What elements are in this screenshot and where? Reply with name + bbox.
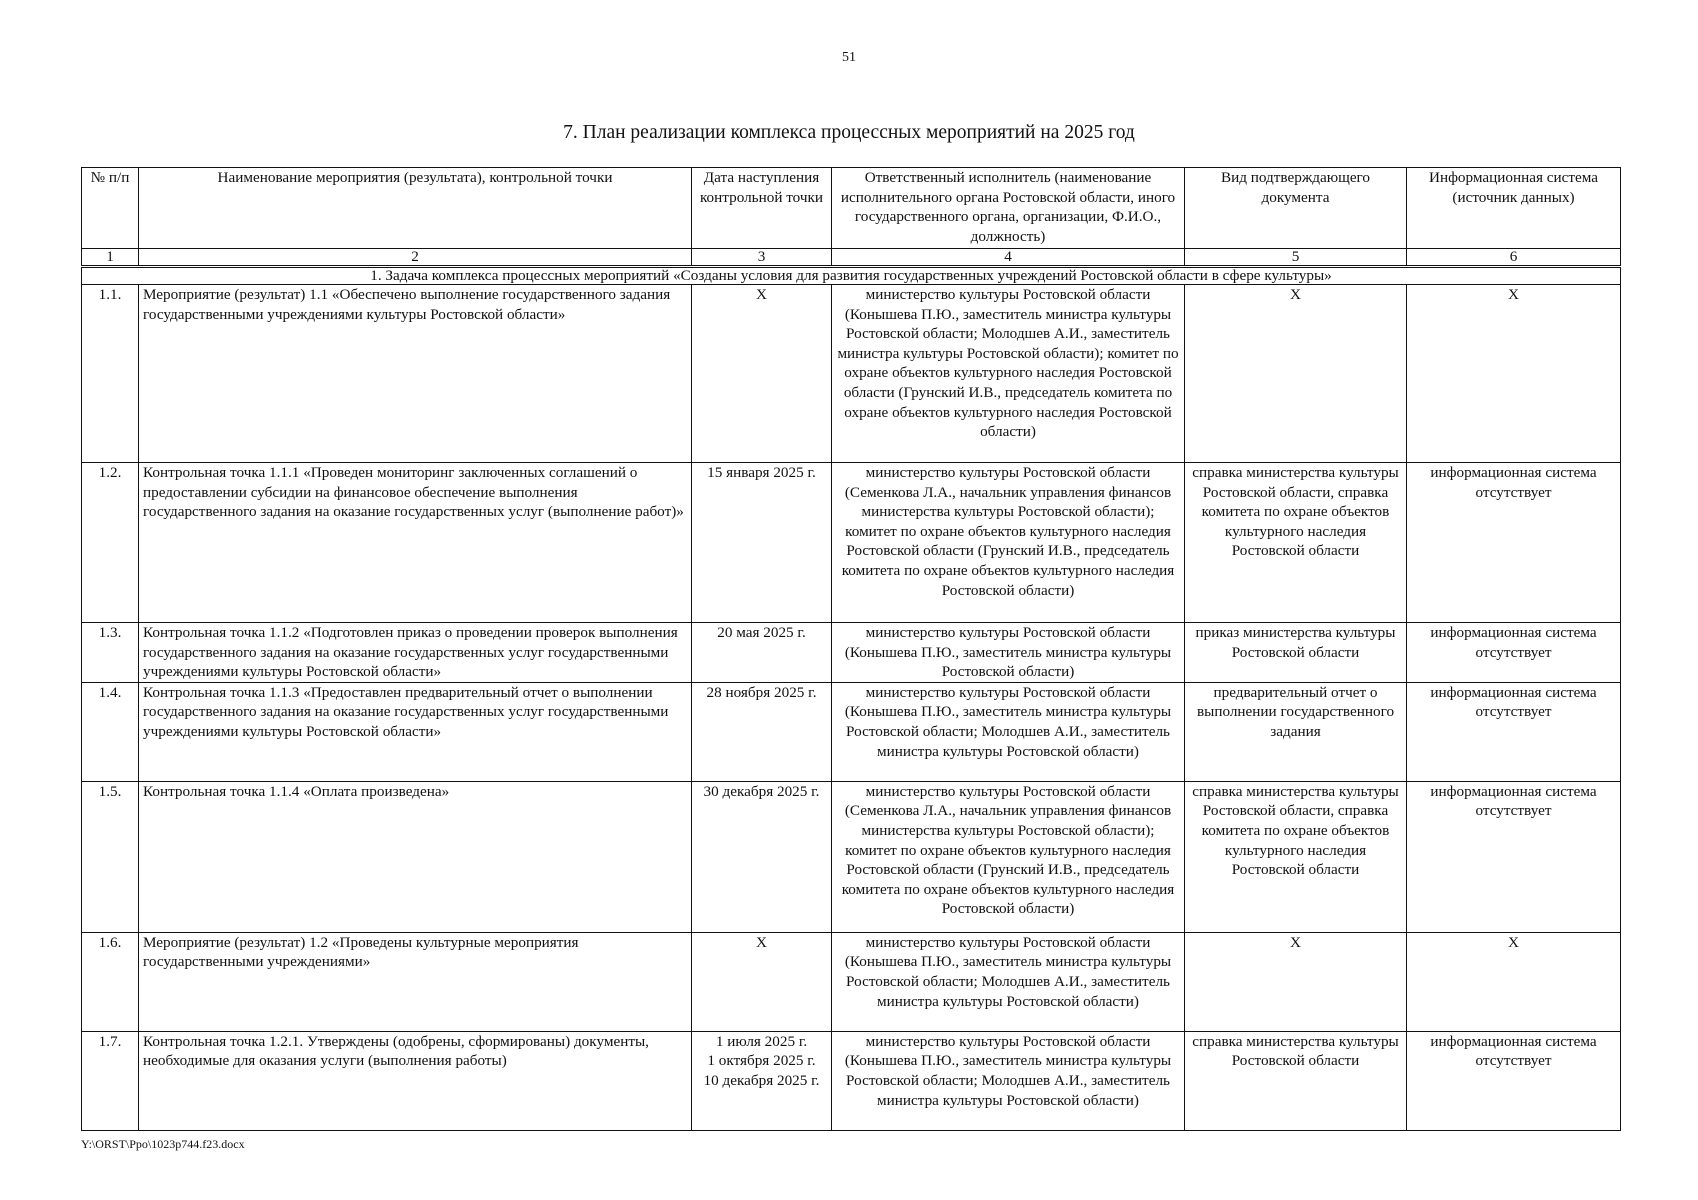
row-document: справка министерства культуры Ростовской области: [1185, 1031, 1407, 1130]
row-date-line: X: [756, 286, 767, 303]
table-row: [82, 682, 1621, 781]
plan-table: [81, 167, 1621, 1131]
row-name: Контрольная точка 1.2.1. Утверждены (одобрены, сформированы) документы, необходимые для оказания услуги (выполнения работы): [139, 1031, 692, 1130]
row-name: Контрольная точка 1.1.4 «Оплата произведена»: [139, 781, 692, 932]
row-date-line: 10 декабря 2025 г.: [703, 1071, 820, 1089]
column-number: 3: [692, 249, 832, 267]
row-document: справка министерства культуры Ростовской области, справка комитета по охране объектов культурного наследия Ростовской области: [1185, 781, 1407, 932]
footer-file-path: Y:\ORST\Ppo\1023p744.f23.docx: [81, 1137, 245, 1151]
column-number: 6: [1407, 249, 1621, 267]
row-responsible: министерство культуры Ростовской области (Конышева П.Ю., заместитель министра культуры Ростовской области; Молодшев А.И., заместитель министра культуры Ростовской области): [832, 932, 1185, 1031]
row-system: X: [1407, 932, 1621, 1031]
table-row: [82, 932, 1621, 1031]
table-row: [82, 463, 1621, 623]
row-document: предварительный отчет о выполнении государственного задания: [1185, 682, 1407, 781]
row-number: 1.2.: [82, 463, 139, 623]
row-date: [692, 682, 832, 781]
row-responsible: министерство культуры Ростовской области (Конышева П.Ю., заместитель министра культуры Ростовской области; Молодшев А.И., заместитель министра культуры Ростовской области); комитет по охране объектов культурного наследия Ростовской области (Грунский И.В., председатель комитета по охране объектов культурного наследия Ростовской области): [832, 285, 1185, 463]
row-number: 1.3.: [82, 623, 139, 683]
row-date: [692, 463, 832, 623]
row-system: информационная система отсутствует: [1407, 1031, 1621, 1130]
header-number: № п/п: [82, 168, 139, 249]
header-system: Информационная система (источник данных): [1407, 168, 1621, 249]
row-date: [692, 623, 832, 683]
row-date-line: 15 января 2025 г.: [707, 464, 816, 481]
row-name: Контрольная точка 1.1.3 «Предоставлен предварительный отчет о выполнении государственного задания на оказание государственных услуг государственными учреждениями культуры Ростовской области»: [139, 682, 692, 781]
row-document: приказ министерства культуры Ростовской области: [1185, 623, 1407, 683]
row-date-line: 20 мая 2025 г.: [717, 624, 806, 641]
row-document: справка министерства культуры Ростовской области, справка комитета по охране объектов культурного наследия Ростовской области: [1185, 463, 1407, 623]
row-name: Контрольная точка 1.1.1 «Проведен мониторинг заключенных соглашений о предоставлении субсидии на финансовое обеспечение выполнения государственного задания на оказание государственных услуг (выполнение работ)»: [139, 463, 692, 623]
row-responsible: министерство культуры Ростовской области (Семенкова Л.А., начальник управления финансов министерства культуры Ростовской области); комитет по охране объектов культурного наследия Ростовской области (Грунский И.В., председатель комитета по охране объектов культурного наследия Ростовской области): [832, 463, 1185, 623]
page-number: 51: [842, 50, 856, 65]
column-number: 2: [139, 249, 692, 267]
row-responsible: министерство культуры Ростовской области (Конышева П.Ю., заместитель министра культуры Ростовской области; Молодшев А.И., заместитель министра культуры Ростовской области): [832, 1031, 1185, 1130]
row-system: информационная система отсутствует: [1407, 682, 1621, 781]
row-number: 1.7.: [82, 1031, 139, 1130]
table-row: [82, 1031, 1621, 1130]
row-system: информационная система отсутствует: [1407, 781, 1621, 932]
row-name: Мероприятие (результат) 1.1 «Обеспечено выполнение государственного задания государственными учреждениями культуры Ростовской области»: [139, 285, 692, 463]
table-row: [82, 623, 1621, 683]
row-name: Мероприятие (результат) 1.2 «Проведены культурные мероприятия государственными учреждениями»: [139, 932, 692, 1031]
row-name: Контрольная точка 1.1.2 «Подготовлен приказ о проведении проверок выполнения государственного задания на оказание государственных услуг государственными учреждениями культуры Ростовской области»: [139, 623, 692, 683]
row-date-line: 28 ноября 2025 г.: [706, 683, 817, 701]
header-name: Наименование мероприятия (результата), контрольной точки: [139, 168, 692, 249]
row-number: 1.1.: [82, 285, 139, 463]
column-numbers-row: [82, 249, 1621, 267]
row-system: информационная система отсутствует: [1407, 463, 1621, 623]
row-system: X: [1407, 285, 1621, 463]
row-responsible: министерство культуры Ростовской области (Семенкова Л.А., начальник управления финансов министерства культуры Ростовской области); комитет по охране объектов культурного наследия Ростовской области (Грунский И.В., председатель комитета по охране объектов культурного наследия Ростовской области): [832, 781, 1185, 932]
column-number: 5: [1185, 249, 1407, 267]
row-date-line: 30 декабря 2025 г.: [703, 782, 820, 800]
row-document: X: [1185, 932, 1407, 1031]
row-date-line: 1 июля 2025 г.: [715, 1032, 808, 1050]
header-date: Дата наступления контрольной точки: [692, 168, 832, 249]
table-row: [82, 285, 1621, 463]
column-number: 4: [832, 249, 1185, 267]
column-number: 1: [82, 249, 139, 267]
row-number: 1.5.: [82, 781, 139, 932]
header-responsible: Ответственный исполнитель (наименование исполнительного органа Ростовской области, иного государственного органа, организации, Ф.И.О., должность): [832, 168, 1185, 249]
task-heading-row: [82, 267, 1621, 285]
row-date-line: 1 октября 2025 г.: [707, 1052, 816, 1070]
row-number: 1.6.: [82, 932, 139, 1031]
row-number: 1.4.: [82, 682, 139, 781]
row-date: [692, 932, 832, 1031]
header-row: [82, 168, 1621, 249]
row-responsible: министерство культуры Ростовской области (Конышева П.Ю., заместитель министра культуры Ростовской области; Молодшев А.И., заместитель министра культуры Ростовской области): [832, 682, 1185, 781]
row-date: [692, 1031, 832, 1130]
row-document: X: [1185, 285, 1407, 463]
row-date-line: X: [756, 933, 767, 951]
row-system: информационная система отсутствует: [1407, 623, 1621, 683]
task-heading: 1. Задача комплекса процессных мероприятий «Созданы условия для развития государственных учреждений Ростовской области в сфере культуры»: [82, 267, 1621, 285]
row-date: [692, 285, 832, 463]
document-title: 7. План реализации комплекса процессных мероприятий на 2025 год: [563, 122, 1135, 143]
row-responsible: министерство культуры Ростовской области (Конышева П.Ю., заместитель министра культуры Ростовской области): [832, 623, 1185, 683]
row-date: [692, 781, 832, 932]
table-row: [82, 781, 1621, 932]
header-document: Вид подтверждающего документа: [1185, 168, 1407, 249]
